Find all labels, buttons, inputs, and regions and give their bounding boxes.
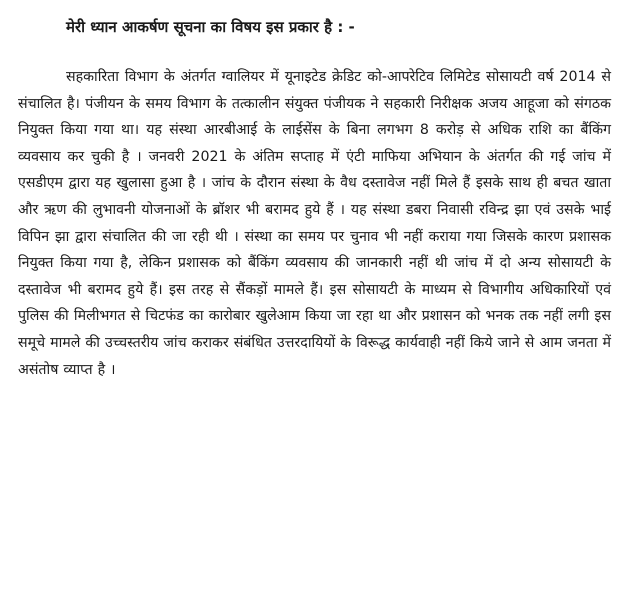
document-heading: मेरी ध्यान आकर्षण सूचना का विषय इस प्रकार है : - [66, 18, 355, 36]
document-paragraph: सहकारिता विभाग के अंतर्गत ग्वालियर में यूनाइटेड क्रेडिट को-आपरेटिव लिमिटेड सोसायटी वर्ष 2014 से संचालित है। पंजीयन के समय विभाग के तत्कालीन संयुक्त पंजीयक ने सहकारी निरीक्षक अजय आहूजा को संगठक नियुक्त किया गया था। यह संस्था आरबीआई के लाईसेंस के बिना लगभग 8 करोड़ से अधिक राशि का बैंकिंग व्यवसाय कर चुकी है । जनवरी 2021 के अंतिम सप्ताह में एंटी माफिया अभियान के अंतर्गत की गई जांच में एसडीएम द्वारा यह खुलासा हुआ है । जांच के दौरान संस्था के वैध दस्तावेज नहीं मिले हैं इसके साथ ही बचत खाता और ऋण की लुभावनी योजनाओं के ब्रॉशर भी बरामद हुये हैं । यह संस्था डबरा निवासी रविन्द्र झा एवं उसके भाई विपिन झा द्वारा संचालित की जा रही थी । संस्था का समय पर चुनाव भी नहीं कराया गया जिसके कारण प्रशासक नियुक्त किया गया है, लेकिन प्रशासक को बैंकिंग व्यवसाय की जानकारी नहीं थी जांच में दो अन्य सोसायटी के दस्तावेज भी बरामद हुये हैं। इस तरह से सैंकड़ों मामले हैं। इस सोसायटी के माध्यम से विभागीय अधिकारियों एवं पुलिस की मिलीभगत से चिटफंड का कारोबार खुलेआम किया जा रहा था और प्रशासन को भनक तक नहीं लगी इस समूचे मामले की उच्चस्तरीय जांच कराकर संबंधित उत्तरदायियों के विरूद्ध कार्यवाही नहीं किये जाने से आम जनता में असंतोष व्याप्त है । [18, 69, 611, 378]
